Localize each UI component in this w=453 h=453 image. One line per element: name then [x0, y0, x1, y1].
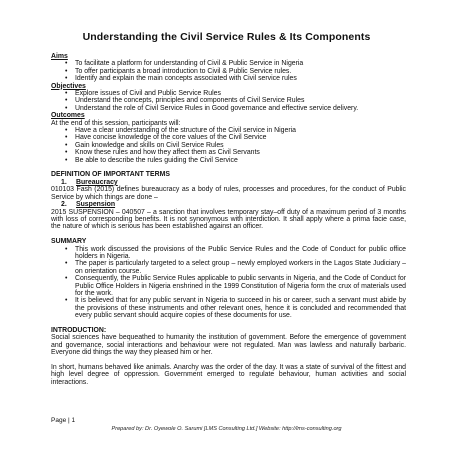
definition-term-heading: [61, 201, 406, 208]
document-body: [51, 53, 406, 386]
aims-item: • Identify and explain the main concepts associated with Civil service rules: [75, 75, 406, 82]
objectives-item: • Understand the role of Civil Service Rules in Good governance and effective service delivery.: [75, 105, 406, 112]
outcomes-heading: Outcomes: [51, 112, 85, 120]
outcomes-list: [51, 127, 406, 164]
definitions-heading: DEFINITION OF IMPORTANT TERMS: [51, 171, 170, 179]
aims-list: [51, 60, 406, 82]
footer-credit: Prepared by: Dr. Oyewole O. Sarumi [LMS Consulting Ltd.] Website: http://lms-consulting.org: [111, 426, 342, 432]
introduction-heading: INTRODUCTION:: [51, 326, 107, 334]
outcomes-item: • Know these rules and how they affect them as Civil Servants: [75, 149, 406, 156]
summary-item: • This work discussed the provisions of the Public Service Rules and the Code of Conduct for public office holders in Nigeria.: [75, 246, 406, 261]
introduction-paragraph: In short, humans behaved like animals. Anarchy was the order of the day. It was a state of survival of the fittest and high level degree of oppression. Government emerged to regulate behaviour, human activities and social interactions.: [51, 364, 406, 386]
aims-item: • To facilitate a platform for understanding of Civil & Public Service in Nigeria: [75, 60, 406, 67]
definition-term: Bureaucracy: [76, 178, 118, 186]
objectives-item: • Explore issues of Civil and Public Service Rules: [75, 90, 406, 97]
definition-number: 1.: [61, 178, 67, 186]
summary-item: • Consequently, the Public Service Rules applicable to public servants in Nigeria, and the Code of Conduct for Public Office Holders in Nigeria enshrined in the 1999 Constitution of Nigeria form the crux of materials used for the work.: [75, 275, 406, 297]
definition-text: 010103 Fash (2015) defines bureaucracy as a body of rules, processes and procedures, for the conduct of Public Service by which things are done –: [51, 186, 406, 201]
definition-number: 2.: [61, 201, 67, 209]
outcomes-intro: At the end of this session, participants will:: [51, 119, 181, 127]
objectives-heading: Objectives: [51, 82, 86, 90]
introduction-paragraph: Social sciences have bequeathed to humanity the institution of government. Before the emergence of government and governance, social interactions and behaviour were not regulated. Man was lawless and naturally barbaric. Everyone did things the way they pleased him or her.: [51, 334, 406, 357]
objectives-list: [51, 90, 406, 112]
summary-item: • The paper is particularly targeted to a select group – newly employed workers in the Lagos State Judiciary – on orientation course.: [75, 260, 406, 275]
definition-term: Suspension: [76, 201, 116, 209]
outcomes-item: • Gain knowledge and skills on Civil Service Rules: [75, 142, 406, 149]
outcomes-item: • Be able to describe the rules guiding the Civil Service: [75, 157, 406, 164]
objectives-item: • Understand the concepts, principles and components of Civil Service Rules: [75, 97, 406, 104]
definition-text: 2015 SUSPENSION – 040507 – a sanction that involves temporary stay–off duty of a maximum period of 3 months with loss of corresponding benefits. It is not synonymous with interdiction. It shall apply where a prima facie case, the nature of which is serious has been established against an officer.: [51, 208, 406, 231]
aims-heading: Aims: [51, 53, 68, 60]
outcomes-item: • Have a clear understanding of the structure of the Civil service in Nigeria: [75, 127, 406, 134]
aims-item: • To offer participants a broad introduction to Civil & Public Service rules.: [75, 68, 406, 75]
summary-list: [51, 246, 406, 320]
page-number: Page | 1: [51, 417, 76, 424]
summary-item: • It is believed that for any public servant in Nigeria to succeed in his or career, such a servant must abide by the provisions of these instruments and other relevant ones, hence it is concluded and recommended that every public servant should acquire copies of these documents for use.: [75, 297, 406, 319]
outcomes-item: • Have concise knowledge of the core values of the Civil Service: [75, 134, 406, 141]
definition-term-heading: [61, 179, 406, 186]
document-title: Understanding the Civil Service Rules & Its Components: [82, 31, 371, 43]
summary-heading: SUMMARY: [51, 238, 87, 246]
